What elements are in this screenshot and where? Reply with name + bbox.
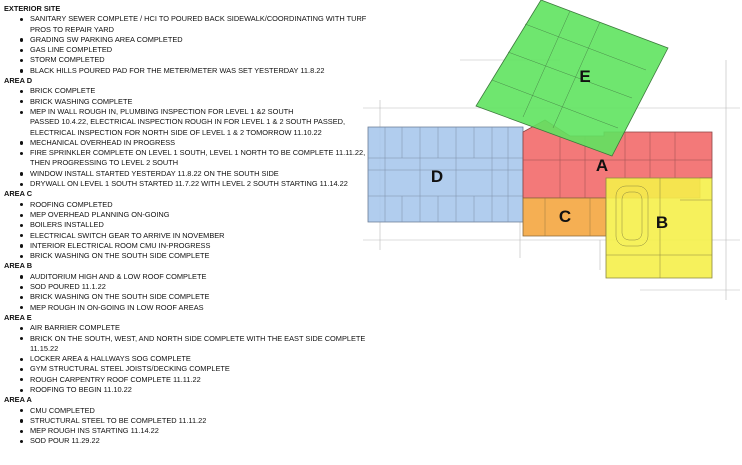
item-line: ROOFING TO BEGIN 11.10.22 (30, 384, 132, 394)
zone-c-label: C (558, 207, 572, 226)
list-item (4, 35, 362, 45)
item-line: BRICK WASHING COMPLETE (30, 96, 133, 106)
list-item (4, 169, 362, 179)
item-line: GYM STRUCTURAL STEEL JOISTS/DECKING COMPLETE (30, 364, 230, 374)
item-list (4, 14, 367, 76)
list-item (4, 303, 362, 313)
section-area-a (4, 395, 362, 446)
zone-d (368, 127, 523, 222)
section-title: EXTERIOR SITE (4, 4, 61, 13)
list-item (4, 200, 362, 210)
item-line: BOILERS INSTALLED (30, 220, 104, 230)
item-line: DRYWALL ON LEVEL 1 SOUTH STARTED 11.7.22 WITH LEVEL 2 SOUTH STARTING 11.14.22 (30, 179, 348, 189)
item-line: PROS TO REPAIR YARD (30, 24, 114, 34)
item-line: MEP OVERHEAD PLANNING ON-GOING (30, 209, 170, 219)
list-item (4, 86, 362, 96)
item-line: ROUGH CARPENTRY ROOF COMPLETE 11.11.22 (30, 374, 201, 384)
section-area-d (4, 76, 366, 189)
item-line: STRUCTURAL STEEL TO BE COMPLETED 11.11.22 (30, 415, 207, 425)
item-line: MEP ROUGH INS STARTING 11.14.22 (30, 426, 159, 436)
item-line: 11.15.22 (30, 343, 59, 353)
list-item (4, 323, 362, 333)
item-line: BRICK COMPLETE (30, 86, 96, 96)
item-line: ROOFING COMPLETED (30, 199, 113, 209)
section-area-b (4, 261, 362, 312)
item-line: CMU COMPLETED (30, 405, 95, 415)
item-line: ELECTRICAL SWITCH GEAR TO ARRIVE IN NOVEMBER (30, 230, 225, 240)
list-item (4, 292, 362, 302)
item-line: FIRE SPRINKLER COMPLETE ON LEVEL 1 SOUTH, LEVEL 1 NORTH TO BE COMPLETE 11.11.22, (30, 148, 366, 158)
item-list (4, 200, 362, 262)
zone-d-area (368, 127, 523, 222)
item-list (4, 323, 366, 395)
zone-d-label: D (430, 167, 444, 186)
item-line: SANITARY SEWER COMPLETE / HCI TO POURED BACK SIDEWALK/COORDINATING WITH TURF (30, 14, 367, 24)
section-title: AREA D (4, 76, 33, 86)
zone-e-label: E (579, 67, 591, 86)
list-item (4, 282, 362, 292)
item-list (4, 272, 362, 313)
list-item (4, 364, 362, 374)
item-line: PASSED 10.4.22, ELECTRICAL INSPECTION ROUGH IN FOR LEVEL 1 & 2 SOUTH PASSED, (30, 117, 346, 127)
item-line: SOD POUR 11.29.22 (30, 436, 100, 446)
list-item (4, 385, 362, 395)
list-item (4, 210, 362, 220)
item-line: MEP ROUGH IN ON-GOING IN LOW ROOF AREAS (30, 302, 204, 312)
list-item (4, 45, 362, 55)
list-item (4, 375, 362, 385)
list-item (4, 148, 366, 169)
item-line: INTERIOR ELECTRICAL ROOM CMU IN-PROGRESS (30, 240, 211, 250)
list-item (4, 138, 362, 148)
list-item (4, 251, 362, 261)
list-item (4, 231, 362, 241)
item-line: ELECTRICAL INSPECTION FOR NORTH SIDE OF LEVEL 1 & 2 TOMORROW 11.10.22 (30, 127, 322, 137)
item-line: AUDITORIUM HIGH AND & LOW ROOF COMPLETE (30, 271, 207, 281)
section-title: AREA C (4, 189, 33, 199)
item-line: BRICK WASHING ON THE SOUTH SIDE COMPLETE (30, 292, 210, 302)
item-list (4, 406, 362, 447)
section-title: AREA B (4, 261, 33, 271)
section-exterior-site (4, 4, 367, 76)
list-item (4, 354, 362, 364)
section-area-c (4, 189, 362, 261)
item-list (4, 86, 366, 189)
item-line: BLACK HILLS POURED PAD FOR THE METER/METER WAS SET YESTERDAY 11.8.22 (30, 65, 325, 75)
item-line: STORM COMPLETED (30, 55, 105, 65)
site-floor-plan (362, 0, 742, 465)
list-item (4, 241, 362, 251)
list-item (4, 416, 362, 426)
zone-a-label: A (595, 156, 609, 175)
list-item (4, 179, 362, 189)
list-item (4, 55, 362, 65)
item-line: MECHANICAL OVERHEAD IN PROGRESS (30, 137, 176, 147)
list-item (4, 406, 362, 416)
list-item (4, 333, 366, 355)
list-item (4, 66, 362, 76)
item-line: BRICK ON THE SOUTH, WEST, AND NORTH SIDE COMPLETE WITH THE EAST SIDE COMPLETE (30, 333, 366, 343)
item-line: SOD POURED 11.1.22 (30, 282, 106, 292)
item-line: THEN PROGRESSING TO LEVEL 2 SOUTH (30, 158, 179, 168)
list-item (4, 107, 362, 138)
list-item (4, 97, 362, 107)
list-item (4, 426, 362, 436)
item-line: WINDOW INSTALL STARTED YESTERDAY 11.8.22 ON THE SOUTH SIDE (30, 168, 279, 178)
item-line: BRICK WASHING ON THE SOUTH SIDE COMPLETE (30, 251, 210, 261)
section-title: AREA A (4, 395, 32, 405)
list-item (4, 220, 362, 230)
list-item (4, 436, 362, 446)
item-line: MEP IN WALL ROUGH IN, PLUMBING INSPECTION FOR LEVEL 1 &2 SOUTH (30, 106, 294, 116)
section-area-e (4, 312, 366, 395)
list-item (4, 272, 362, 282)
item-line: GAS LINE COMPLETED (30, 45, 113, 55)
section-title: AREA E (4, 312, 32, 322)
item-line: GRADING SW PARKING AREA COMPLETED (30, 34, 183, 44)
zone-b-label: B (655, 213, 669, 232)
item-line: LOCKER AREA & HALLWAYS SOG COMPLETE (30, 354, 191, 364)
list-item (4, 14, 367, 35)
item-line: AIR BARRIER COMPLETE (30, 323, 120, 333)
status-notes (4, 4, 367, 447)
